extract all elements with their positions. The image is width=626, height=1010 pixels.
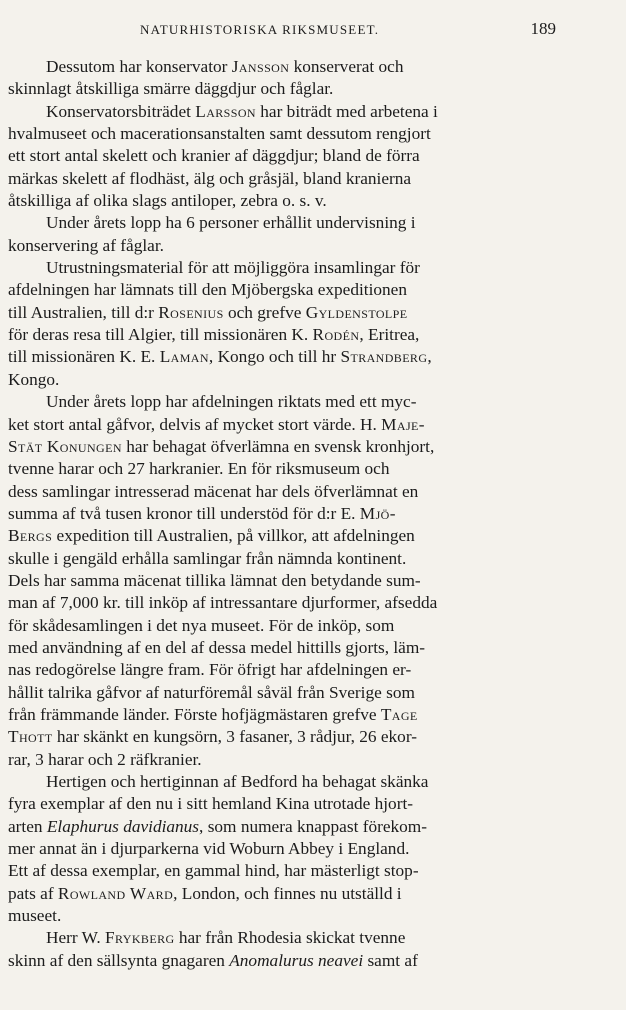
text-line: museet.	[8, 906, 62, 926]
text-line: afdelningen har lämnats till den Mjöbergska expeditionen	[8, 280, 407, 300]
text-line: skinn af den sällsynta gnagaren Anomalurus neavei samt af	[8, 950, 418, 970]
text-line: rar, 3 harar och 2 räfkranier.	[8, 749, 202, 769]
running-head: NATURHISTORISKA RIKSMUSEET.	[140, 22, 380, 37]
text-line: Thott har skänkt en kungsörn, 3 fasaner, 3 rådjur, 26 ekor-	[8, 727, 417, 747]
text-line: Dels har samma mäcenat tillika lämnat den betydande sum-	[8, 570, 421, 590]
text-line: till missionären K. E. Laman, Kongo och till hr Strandberg,	[8, 347, 432, 367]
text-line: med användning af en del af dessa medel hittills gjorts, läm-	[8, 637, 426, 657]
text-line: Under årets lopp har afdelningen riktats med ett myc-	[46, 392, 417, 412]
text-line: mer annat än i djurparkerna vid Woburn Abbey i England.	[8, 839, 410, 859]
paragraph-3	[8, 212, 543, 257]
page-header	[8, 18, 576, 42]
text-line: ett stort antal skelett och kranier af däggdjur; bland de förra	[8, 146, 420, 166]
text-line: Herr W. Frykberg har från Rhodesia skickat tvenne	[46, 928, 406, 948]
text-line: Hertigen och hertiginnan af Bedford ha behagat skänka	[46, 772, 429, 791]
text-line: Utrustningsmaterial för att möjliggöra insamlingar för	[46, 258, 420, 278]
paragraph-1	[8, 56, 543, 101]
paragraph-2	[8, 101, 543, 213]
text-line: skulle i gengäld erhålla samlingar från nämnda kontinent.	[8, 548, 407, 568]
text-line: från främmande länder. Förste hofjägmästaren grefve Tage	[8, 704, 418, 724]
text-line: för skådesamlingen i det nya museet. För de inköp, som	[8, 615, 395, 635]
text-line: Ett af dessa exemplar, en gammal hind, har mästerligt stop-	[8, 861, 419, 881]
text-line: nas redogörelse längre fram. För öfrigt har afdelningen er-	[8, 660, 412, 680]
text-line: Konservatorsbiträdet Larsson har biträdt med arbetena i	[46, 101, 438, 121]
text-line: hållit talrika gåfvor af naturföremål såväl från Sverige som	[8, 682, 415, 702]
text-line: hvalmuseet och macerationsanstalten samt dessutom rengjort	[8, 124, 431, 144]
text-line: summa af två tusen kronor till understöd för d:r E. Mjö-	[8, 503, 396, 523]
text-line: Bergs expedition till Australien, på villkor, att afdelningen	[8, 526, 415, 546]
text-line: man af 7,000 kr. till inköp af intressantare djurformer, afsedda	[8, 593, 438, 613]
text-line: skinnlagt åtskilliga smärre däggdjur och fåglar.	[8, 79, 334, 99]
text-line: Kongo.	[8, 369, 60, 389]
text-line: för deras resa till Algier, till missionären K. Rodén, Eritrea,	[8, 325, 420, 345]
paragraph-4	[8, 257, 543, 391]
body-text	[8, 56, 543, 972]
text-line: Dessutom har konservator Jansson konserverat och	[46, 57, 404, 76]
text-line: pats af Rowland Ward, London, och finnes nu utställd i	[8, 883, 402, 903]
text-line: Under årets lopp ha 6 personer erhållit undervisning i	[46, 213, 416, 233]
text-line: märkas skelett af flodhäst, älg och gråsjäl, bland kranierna	[8, 168, 412, 188]
paragraph-6	[8, 771, 543, 927]
paragraph-5	[8, 391, 543, 771]
text-line: dess samlingar intresserad mäcenat har dels öfverlämnat en	[8, 481, 419, 501]
text-line: arten Elaphurus davidianus, som numera knappast förekom-	[8, 816, 428, 836]
text-line: till Australien, till d:r Rosenius och grefve Gyldenstolpe	[8, 302, 408, 322]
text-line: Stät Konungen har behagat öfverlämna en svensk kronhjort,	[8, 436, 435, 456]
text-line: tvenne harar och 27 harkranier. En för riksmuseum och	[8, 459, 390, 479]
page-number: 189	[530, 19, 556, 38]
text-line: konservering af fåglar.	[8, 235, 164, 255]
text-line: ket stort antal gåfvor, delvis af mycket stort värde. H. Maje-	[8, 414, 425, 434]
paragraph-7	[8, 927, 543, 972]
text-line: åtskilliga af olika slags antiloper, zebra o. s. v.	[8, 191, 327, 211]
text-line: fyra exemplar af den nu i sitt hemland Kina utrotade hjort-	[8, 794, 414, 814]
